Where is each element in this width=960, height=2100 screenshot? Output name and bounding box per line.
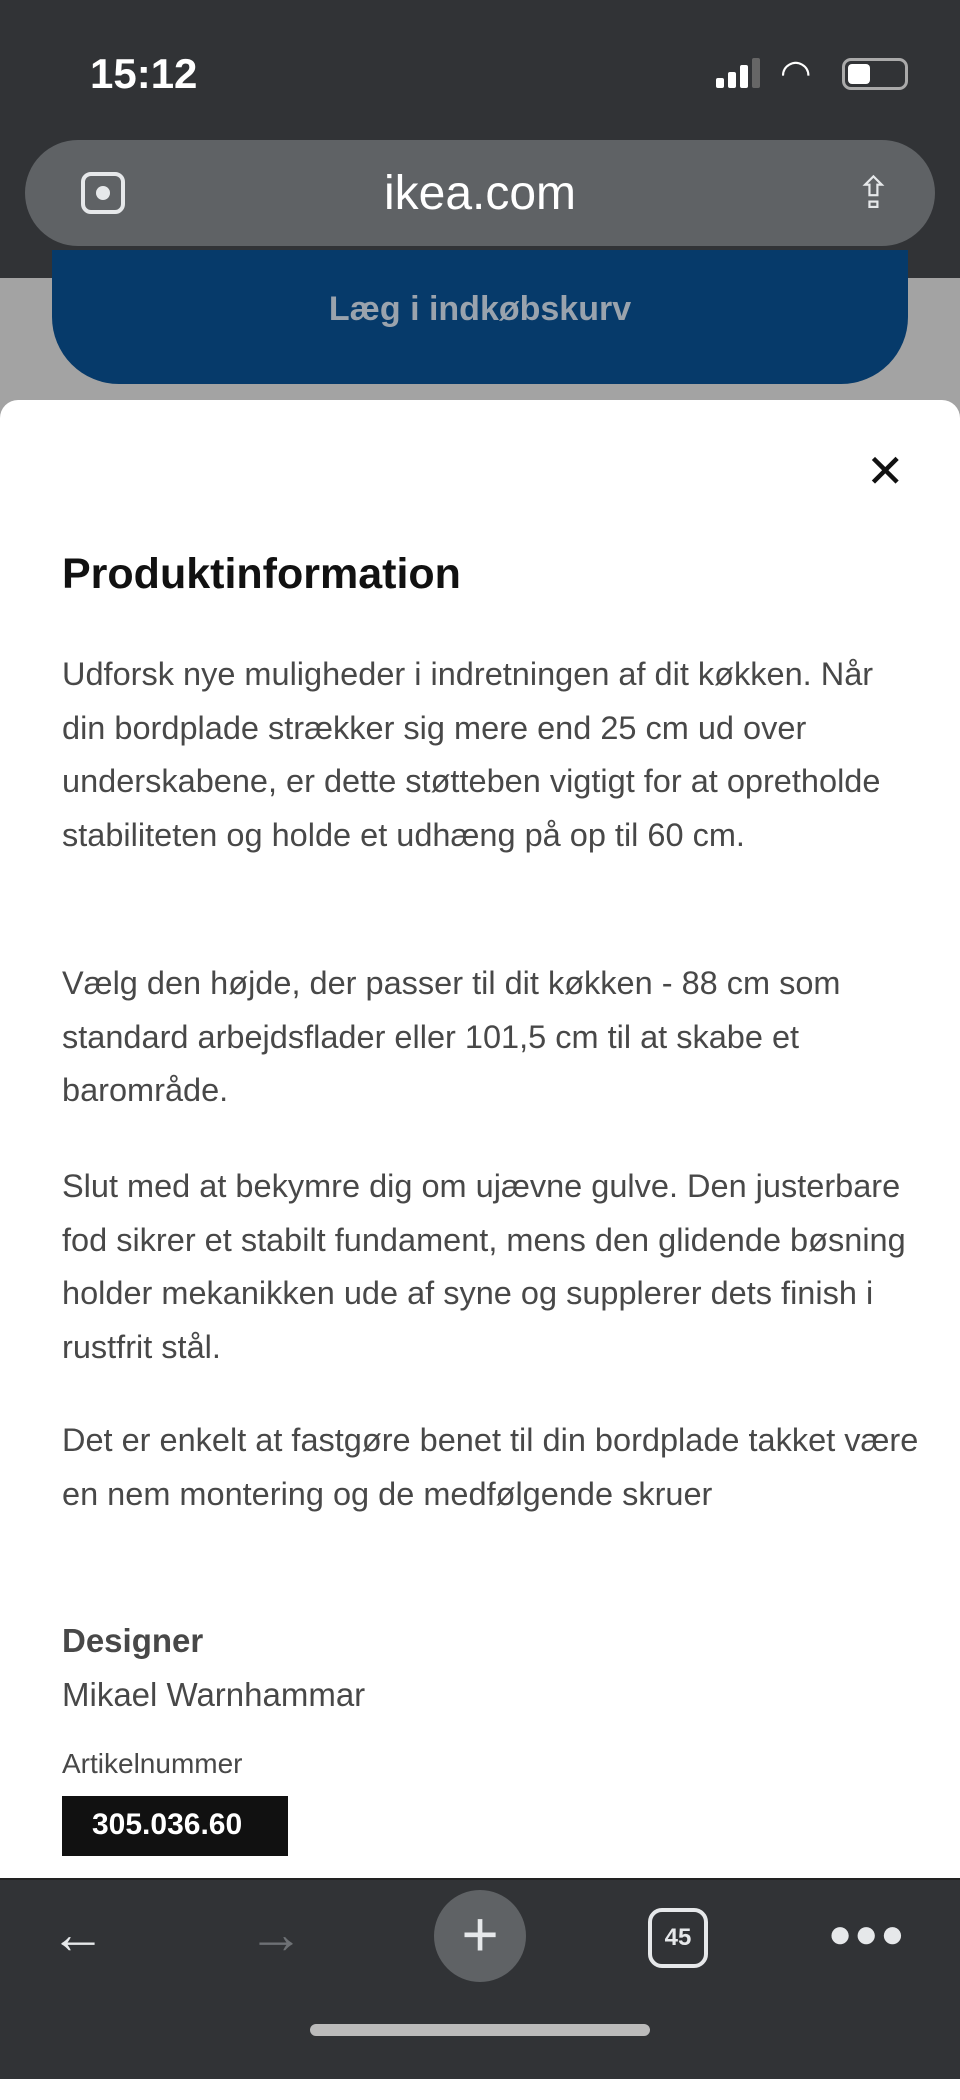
browser-toolbar [0, 1878, 960, 2079]
paragraph: Det er enkelt at fastgøre benet til din bordplade takket være en nem montering og de medfølgende skruer [62, 1422, 919, 1512]
paragraph: Udforsk nye muligheder i indretningen af dit køkken. Når din bordplade strækker sig mere end 25 cm ud over underskabene, er dette støtteben vigtigt for at opretholde stabiliteten og holde et udhæng på op til 60 cm. [62, 656, 881, 854]
paragraph: Vælg den højde, der passer til dit køkken - 88 cm som standard arbejdsflader eller 101,5 cm til at skabe et barområde. [62, 965, 841, 1109]
home-indicator [310, 2024, 650, 2036]
url-text[interactable]: ikea.com [383, 167, 577, 220]
close-icon[interactable]: ✕ [866, 445, 905, 497]
cellular-signal-icon [716, 58, 760, 88]
forward-arrow-icon[interactable]: → [248, 1902, 304, 1965]
battery-icon [842, 58, 908, 90]
new-tab-plus-icon[interactable]: + [434, 1890, 526, 1982]
share-icon[interactable]: ⇪ [855, 169, 892, 218]
designer-label: Designer [62, 1622, 204, 1659]
tab-switcher-button[interactable]: 45 [648, 1908, 708, 1968]
address-bar[interactable] [25, 140, 935, 246]
status-bar [0, 0, 960, 278]
wifi-icon: ◠ [780, 52, 812, 93]
more-menu-icon[interactable]: ●●● [828, 1912, 907, 1956]
status-time: 15:12 [90, 50, 198, 97]
back-arrow-icon[interactable]: ← [50, 1902, 106, 1965]
paragraph: Slut med at bekymre dig om ujævne gulve. Den justerbare fod sikrer et stabilt fundament, mens den glidende bøsning holder mekanikken ude af syne og supplerer dets finish i rustfrit stål. [62, 1168, 906, 1366]
add-to-cart-button[interactable]: Læg i indkøbskurv [52, 250, 908, 384]
designer-name: Mikael Warnhammar [62, 1676, 366, 1713]
sheet-title: Produktinformation [62, 550, 461, 598]
article-number-label: Artikelnummer [62, 1748, 243, 1779]
article-number: 305.036.60 [62, 1796, 288, 1856]
